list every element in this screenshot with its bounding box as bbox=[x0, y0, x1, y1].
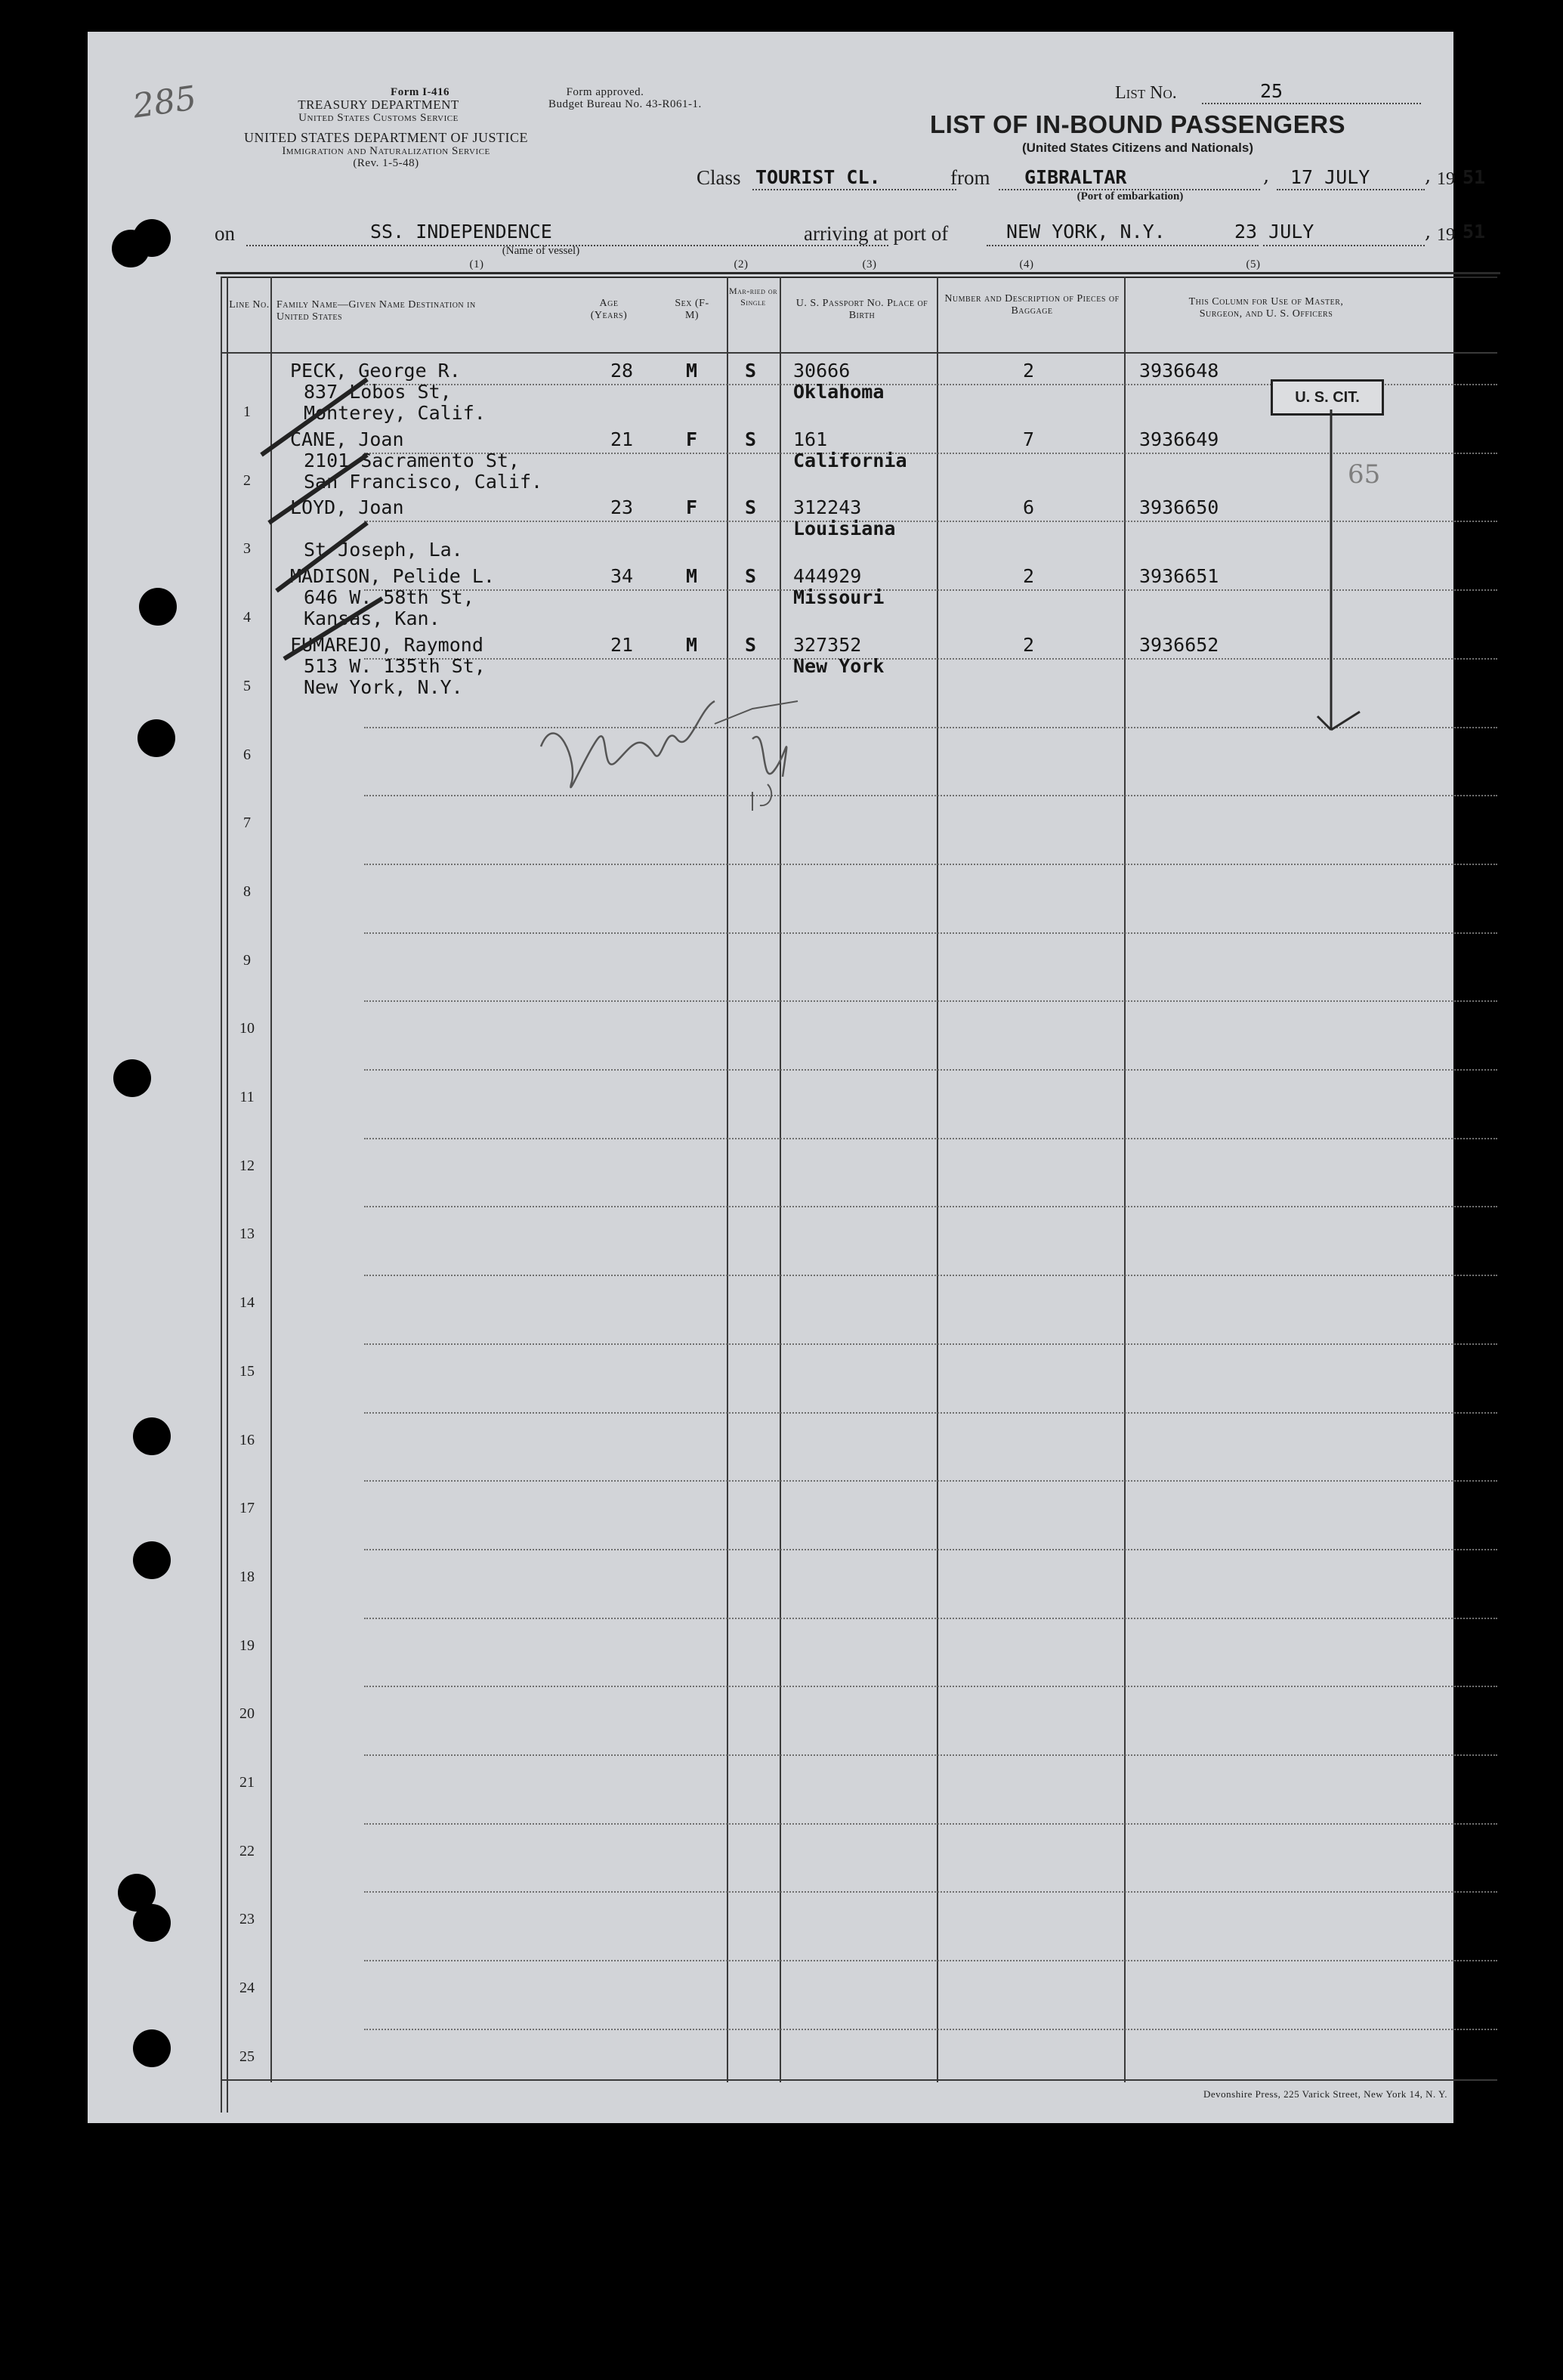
hdr-baggage: Number and Description of Pieces of Baggage bbox=[944, 293, 1120, 317]
list-no-label: List No. bbox=[1115, 83, 1177, 103]
date-dots-2 bbox=[1263, 245, 1425, 246]
passport-number: 161 bbox=[793, 428, 828, 450]
line-number: 20 bbox=[239, 1705, 255, 1722]
line-number: 15 bbox=[239, 1363, 255, 1380]
row-divider bbox=[364, 1823, 1497, 1825]
passenger-address-1: 513 W. 135th St, bbox=[304, 655, 486, 677]
vessel-caption: (Name of vessel) bbox=[502, 245, 580, 257]
marital-status: S bbox=[745, 634, 757, 656]
row-divider bbox=[364, 1343, 1497, 1345]
row-divider bbox=[364, 1618, 1497, 1619]
hdr-age: Age (Years) bbox=[590, 298, 628, 321]
passenger-name: FUMAREJO, Raymond bbox=[290, 634, 483, 656]
hdr-married: Mar-ried or Single bbox=[728, 286, 778, 308]
arrival-port-dots bbox=[987, 245, 1259, 246]
line-number: 5 bbox=[243, 678, 251, 694]
year-prefix-2: 19 bbox=[1437, 225, 1455, 245]
hdr-sex: Sex (F-M) bbox=[675, 298, 709, 321]
table-header-rule bbox=[221, 352, 1497, 354]
place-of-birth: California bbox=[793, 450, 907, 471]
table-top-border-inner bbox=[221, 277, 1497, 278]
passenger-name: LOYD, Joan bbox=[290, 496, 404, 518]
table-bottom-border bbox=[221, 2079, 1497, 2081]
margin-note: 285 bbox=[130, 79, 199, 126]
class-dots bbox=[752, 189, 956, 190]
col-divider-passport bbox=[937, 277, 938, 2082]
row-divider bbox=[364, 1138, 1497, 1139]
manifest-page bbox=[88, 32, 1486, 2123]
passenger-address-2: New York, N.Y. bbox=[304, 676, 463, 698]
row-divider bbox=[364, 1960, 1497, 1961]
row-divider bbox=[364, 2029, 1497, 2030]
marital-status: S bbox=[745, 565, 757, 587]
officer-number: 3936650 bbox=[1139, 496, 1219, 518]
punch-hole bbox=[133, 2029, 171, 2067]
punch-hole bbox=[133, 1904, 171, 1942]
baggage-count: 2 bbox=[1023, 634, 1035, 656]
officer-number: 3936648 bbox=[1139, 360, 1219, 382]
on-label: on bbox=[215, 222, 235, 245]
from-label: from bbox=[950, 166, 990, 189]
row-divider bbox=[364, 1686, 1497, 1687]
marital-status: S bbox=[745, 496, 757, 518]
passenger-age: 28 bbox=[610, 360, 634, 382]
arrival-year: 51 bbox=[1463, 221, 1486, 243]
officer-number: 3936651 bbox=[1139, 565, 1219, 587]
line-number: 17 bbox=[239, 1500, 255, 1516]
dept-of-justice: UNITED STATES DEPARTMENT OF JUSTICE bbox=[243, 130, 528, 145]
departure-day: 17 JULY bbox=[1290, 166, 1370, 188]
row-divider bbox=[364, 1275, 1497, 1276]
col-number-1: (1) bbox=[469, 258, 484, 270]
line-number: 1 bbox=[243, 403, 251, 420]
baggage-count: 7 bbox=[1023, 428, 1035, 450]
hdr-line-no: Line No. bbox=[229, 299, 270, 311]
line-number: 10 bbox=[239, 1020, 255, 1037]
col-divider-left bbox=[221, 277, 222, 2113]
comma-2: , bbox=[1425, 165, 1432, 187]
line-number: 8 bbox=[243, 883, 251, 900]
line-number: 21 bbox=[239, 1774, 255, 1791]
passenger-address-2: Kansas, Kan. bbox=[304, 607, 440, 629]
passenger-sex: M bbox=[686, 634, 698, 656]
printer-imprint: Devonshire Press, 225 Varick Street, New York 14, N. Y. bbox=[1203, 2088, 1447, 2100]
officer-number: 3936649 bbox=[1139, 428, 1219, 450]
row-divider bbox=[364, 1000, 1497, 1002]
row-divider bbox=[364, 1754, 1497, 1756]
passenger-age: 34 bbox=[610, 565, 634, 587]
row-divider bbox=[364, 1206, 1497, 1207]
col-divider-sex bbox=[727, 277, 728, 2082]
year-prefix-1: 19 bbox=[1437, 169, 1455, 189]
passport-number: 444929 bbox=[793, 565, 862, 587]
row-divider bbox=[364, 1549, 1497, 1550]
passenger-sex: F bbox=[686, 428, 698, 450]
passenger-address-2: San Francisco, Calif. bbox=[304, 471, 543, 493]
row-divider bbox=[364, 932, 1497, 934]
row-divider bbox=[364, 1480, 1497, 1482]
passenger-sex: M bbox=[686, 565, 698, 587]
check-marks bbox=[254, 372, 420, 689]
baggage-count: 2 bbox=[1023, 565, 1035, 587]
punch-hole bbox=[133, 1541, 171, 1579]
vessel-name: SS. INDEPENDENCE bbox=[370, 221, 552, 243]
ins-service: Immigration and Naturalization Service bbox=[282, 145, 490, 157]
punch-hole bbox=[113, 1059, 151, 1097]
col-number-3: (3) bbox=[862, 258, 877, 270]
passenger-sex: F bbox=[686, 496, 698, 518]
col-divider-baggage bbox=[1124, 277, 1126, 2082]
departure-year: 51 bbox=[1463, 166, 1486, 188]
line-number: 9 bbox=[243, 952, 251, 969]
col-divider-married bbox=[780, 277, 781, 2082]
arrival-day: 23 JULY bbox=[1234, 221, 1314, 243]
passenger-address-2: St Joseph, La. bbox=[304, 539, 463, 561]
line-number: 3 bbox=[243, 540, 251, 557]
col-number-2: (2) bbox=[734, 258, 749, 270]
row-divider bbox=[364, 1412, 1497, 1414]
place-of-birth: New York bbox=[793, 655, 885, 677]
passenger-address-2: Monterey, Calif. bbox=[304, 402, 486, 424]
date-dots-1 bbox=[1277, 189, 1425, 190]
line-number: 23 bbox=[239, 1911, 255, 1927]
arrival-port: NEW YORK, N.Y. bbox=[1006, 221, 1166, 243]
line-number: 16 bbox=[239, 1432, 255, 1448]
comma-3: , bbox=[1425, 221, 1432, 243]
passenger-sex: M bbox=[686, 360, 698, 382]
passenger-name: MADISON, Pelide L. bbox=[290, 565, 495, 587]
line-number: 6 bbox=[243, 746, 251, 763]
baggage-count: 6 bbox=[1023, 496, 1035, 518]
punch-hole bbox=[137, 719, 175, 757]
treasury-dept: TREASURY DEPARTMENT bbox=[298, 97, 459, 112]
punch-hole bbox=[133, 219, 171, 257]
us-citizen-stamp: U. S. CIT. bbox=[1271, 379, 1384, 416]
table-top-border bbox=[216, 272, 1500, 274]
line-number: 22 bbox=[239, 1843, 255, 1859]
class-label: Class bbox=[697, 166, 741, 189]
port-embark-caption: (Port of embarkation) bbox=[1076, 190, 1184, 202]
officer-number: 3936652 bbox=[1139, 634, 1219, 656]
hdr-passport: U. S. Passport No. Place of Birth bbox=[795, 298, 928, 321]
passenger-name: PECK, George R. bbox=[290, 360, 461, 382]
line-number: 7 bbox=[243, 814, 251, 831]
marital-status: S bbox=[745, 428, 757, 450]
row-divider bbox=[364, 1891, 1497, 1893]
passenger-name: CANE, Joan bbox=[290, 428, 404, 450]
marital-status: S bbox=[745, 360, 757, 382]
place-of-birth: Louisiana bbox=[793, 518, 896, 539]
line-number: 14 bbox=[239, 1294, 255, 1311]
passport-number: 327352 bbox=[793, 634, 862, 656]
from-value: GIBRALTAR bbox=[1024, 166, 1127, 188]
hdr-name: Family Name—Given Name Destination in United States bbox=[276, 299, 476, 323]
line-number: 4 bbox=[243, 609, 251, 626]
hdr-officers: This Column for Use of Master, Surgeon, and U. S. Officers bbox=[1188, 296, 1344, 320]
form-revision: (Rev. 1-5-48) bbox=[353, 157, 419, 169]
baggage-count: 2 bbox=[1023, 360, 1035, 382]
budget-bureau: Budget Bureau No. 43-R061-1. bbox=[548, 98, 702, 110]
comma-1: , bbox=[1263, 165, 1270, 187]
form-approved: Form approved. bbox=[566, 86, 644, 98]
form-number: Form I-416 bbox=[391, 86, 449, 98]
list-number: 25 bbox=[1260, 80, 1283, 102]
pencil-count: 65 bbox=[1348, 459, 1381, 490]
passenger-address-1: 837 Lobos St, bbox=[304, 381, 452, 403]
col-number-5: (5) bbox=[1246, 258, 1261, 270]
row-divider bbox=[364, 1069, 1497, 1071]
passport-number: 30666 bbox=[793, 360, 851, 382]
line-number: 2 bbox=[243, 472, 251, 489]
page-title: LIST OF IN-BOUND PASSENGERS bbox=[929, 110, 1346, 138]
line-number: 13 bbox=[239, 1226, 255, 1242]
line-number: 19 bbox=[239, 1637, 255, 1654]
col-number-4: (4) bbox=[1019, 258, 1034, 270]
line-number: 12 bbox=[239, 1158, 255, 1174]
line-number: 11 bbox=[239, 1089, 255, 1105]
passport-number: 312243 bbox=[793, 496, 862, 518]
row-divider bbox=[364, 864, 1497, 865]
passenger-age: 23 bbox=[610, 496, 634, 518]
handwritten-signature bbox=[526, 678, 843, 830]
passenger-address-1: 2101 Sacramento St, bbox=[304, 450, 520, 471]
page-subtitle: (United States Citizens and Nationals) bbox=[1021, 141, 1254, 155]
line-number: 24 bbox=[239, 1980, 255, 1996]
passenger-age: 21 bbox=[610, 428, 634, 450]
passenger-address-1: 646 W. 58th St, bbox=[304, 586, 474, 608]
line-number: 25 bbox=[239, 2048, 255, 2065]
line-number: 18 bbox=[239, 1569, 255, 1585]
passenger-age: 21 bbox=[610, 634, 634, 656]
customs-service: United States Customs Service bbox=[298, 112, 459, 124]
place-of-birth: Oklahoma bbox=[793, 381, 885, 403]
place-of-birth: Missouri bbox=[793, 586, 885, 608]
punch-hole bbox=[139, 588, 177, 626]
list-no-dots bbox=[1202, 103, 1421, 104]
class-value: TOURIST CL. bbox=[755, 166, 881, 188]
arriving-label: arriving at port of bbox=[804, 222, 949, 245]
punch-hole bbox=[133, 1417, 171, 1455]
